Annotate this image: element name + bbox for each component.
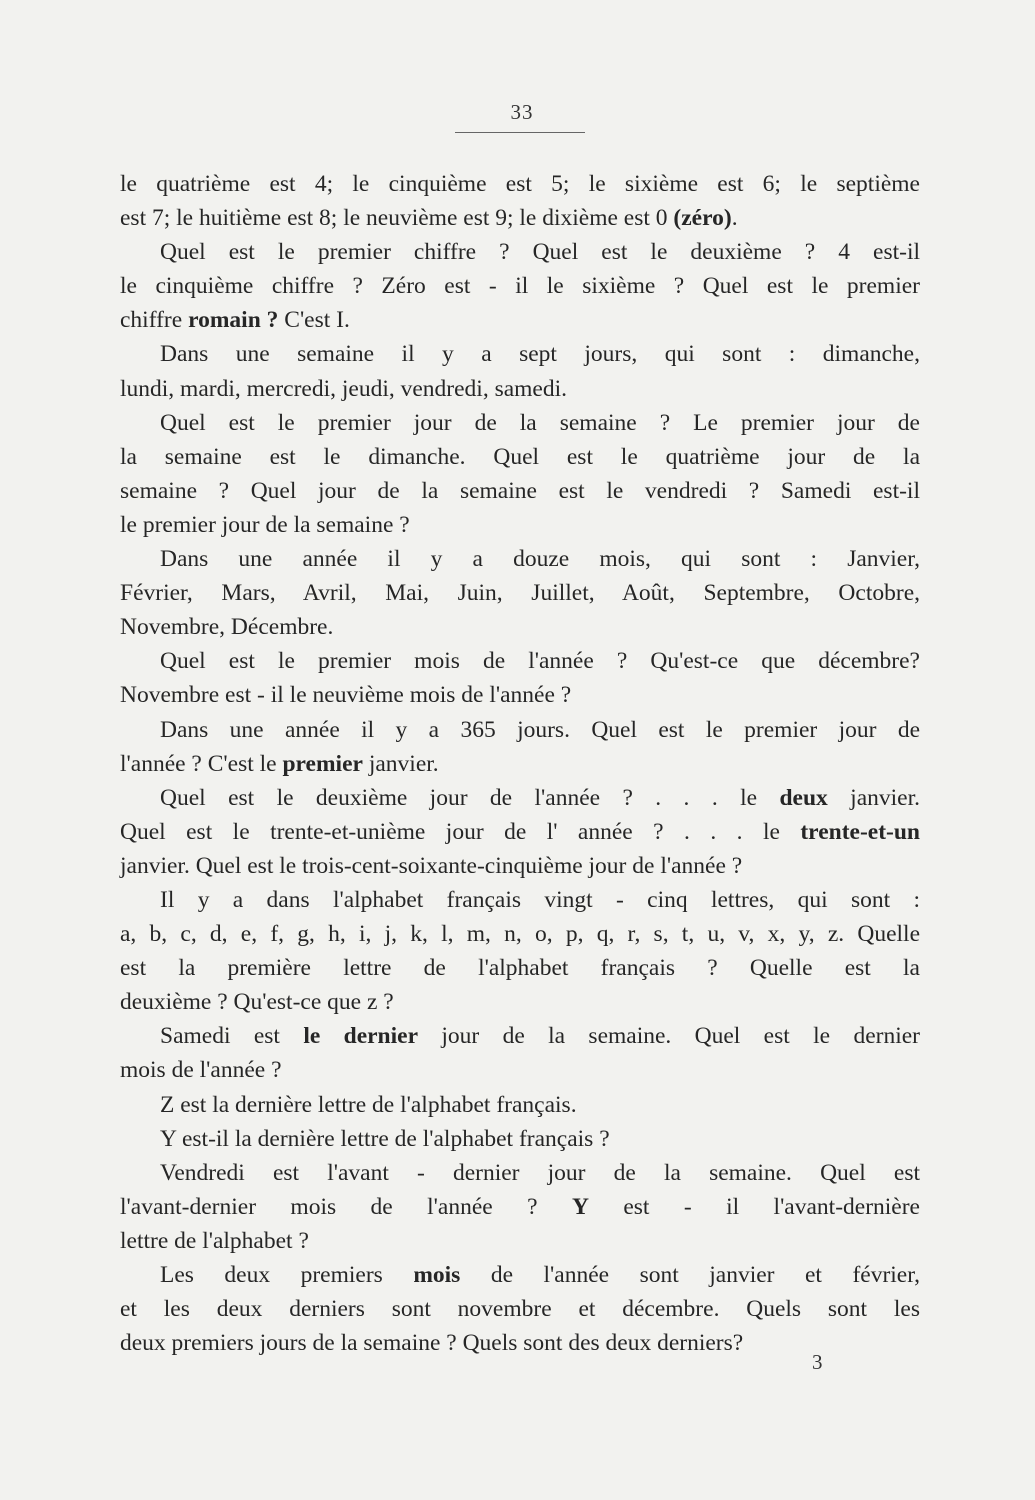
text-line: [120, 235, 920, 269]
text-line: [120, 474, 920, 508]
text-line: [120, 985, 920, 1019]
line-text-after: janvier.: [827, 784, 920, 811]
line-text: lettre de l'alphabet ?: [120, 1227, 309, 1254]
line-text: Novembre, Décembre.: [120, 614, 334, 641]
text-line: [120, 201, 920, 235]
line-text: est la première lettre de l'alphabet français ? Quelle est la: [120, 955, 920, 982]
line-text-after: de l'année sont janvier et février,: [460, 1262, 920, 1288]
line-text: semaine ? Quel jour de la semaine est le vendredi ? Samedi est-il: [120, 477, 920, 504]
text-line: [120, 167, 920, 201]
line-text: l'avant-dernier mois de l'année ?: [120, 1193, 572, 1220]
line-text: Quel est le premier jour de la semaine ? Le premier jour de: [160, 409, 920, 436]
text-line: [120, 1326, 920, 1360]
text-line: [120, 337, 920, 371]
line-text: deuxième ? Qu'est-ce que z ?: [120, 989, 394, 1016]
line-text: Quel est le premier mois de l'année ? Qu'est-ce que décembre?: [160, 648, 920, 675]
body-text: [120, 167, 920, 1360]
text-line: [120, 610, 920, 644]
emphasis-text: trente-et-un: [800, 818, 920, 845]
emphasis-text: premier: [282, 750, 363, 777]
text-line: [120, 1190, 920, 1224]
line-text: Vendredi est l'avant - dernier jour de la semaine. Quel est: [160, 1159, 920, 1186]
line-text: mois de l'année ?: [120, 1057, 282, 1084]
text-line: [120, 747, 920, 781]
line-text: lundi, mardi, mercredi, jeudi, vendredi, samedi.: [120, 375, 568, 402]
emphasis-text: romain ?: [188, 307, 279, 334]
text-line: [120, 883, 920, 917]
emphasis-text: mois: [413, 1262, 461, 1288]
line-text-after: est - il l'avant-dernière: [588, 1193, 920, 1220]
text-line: [120, 678, 920, 712]
text-line: [120, 951, 920, 985]
signature-mark: 3: [812, 1350, 823, 1374]
line-text-after: jour de la semaine. Quel est le dernier: [418, 1023, 920, 1050]
text-line: [120, 1292, 920, 1326]
text-line: [120, 1053, 920, 1087]
line-text: Samedi est: [160, 1023, 304, 1050]
emphasis-text: (zéro): [673, 205, 732, 232]
line-text: la semaine est le dimanche. Quel est le quatrième jour de la: [120, 443, 920, 470]
text-line: [120, 406, 920, 440]
line-text: Novembre est - il le neuvième mois de l'année ?: [120, 682, 572, 709]
line-text: Dans une semaine il y a sept jours, qui sont : dimanche,: [160, 341, 920, 368]
line-text-after: .: [731, 205, 738, 232]
text-line: [120, 917, 920, 951]
line-text: l'année ? C'est le: [120, 750, 283, 777]
line-text: chiffre: [120, 307, 189, 334]
text-line: [120, 542, 920, 576]
text-line: [120, 1019, 920, 1053]
text-line: [120, 1122, 920, 1156]
line-text: Y est-il la dernière lettre de l'alphabet français ?: [160, 1125, 610, 1152]
text-line: [120, 815, 920, 849]
line-text: Dans une année il y a 365 jours. Quel est le premier jour de: [160, 716, 920, 743]
text-line: [120, 644, 920, 678]
line-text: Quel est le trente-et-unième jour de l' année ? . . . le: [120, 818, 801, 845]
line-text: Il y a dans l'alphabet français vingt - cinq lettres, qui sont :: [160, 886, 920, 913]
line-text: le quatrième est 4; le cinquième est 5; le sixième est 6; le septième: [120, 171, 920, 197]
text-line: [120, 440, 920, 474]
text-line: [120, 372, 920, 406]
text-line: [120, 1224, 920, 1258]
text-line: [120, 1258, 920, 1292]
line-text: deux premiers jours de la semaine ? Quels sont des deux derniers?: [120, 1330, 744, 1357]
line-text-after: C'est I.: [278, 307, 350, 334]
line-text: est 7; le huitième est 8; le neuvième est 9; le dixième est 0: [120, 205, 674, 232]
line-text: Les deux premiers: [160, 1262, 414, 1288]
text-line: [120, 781, 920, 815]
emphasis-text: deux: [779, 784, 828, 811]
text-line: [120, 576, 920, 610]
page-number: 33: [510, 100, 534, 124]
page-number-rule: [455, 132, 585, 133]
text-line: [120, 508, 920, 542]
line-text: Février, Mars, Avril, Mai, Juin, Juillet, Août, Septembre, Octobre,: [120, 580, 920, 607]
line-text: le cinquième chiffre ? Zéro est - il le sixième ? Quel est le premier: [120, 273, 920, 300]
text-line: [120, 1088, 920, 1122]
text-line: [120, 269, 920, 303]
emphasis-text: Y: [571, 1193, 589, 1220]
line-text: Dans une année il y a douze mois, qui sont : Janvier,: [160, 546, 920, 573]
line-text: Quel est le deuxième jour de l'année ? . . . le: [160, 784, 780, 811]
line-text: a, b, c, d, e, f, g, h, i, j, k, l, m, n, o, p, q, r, s, t, u, v, x, y, z. Quelle: [120, 921, 920, 948]
line-text: le premier jour de la semaine ?: [120, 511, 410, 538]
text-line: [120, 1156, 920, 1190]
line-text: Z est la dernière lettre de l'alphabet français.: [160, 1091, 577, 1118]
line-text: Quel est le premier chiffre ? Quel est le deuxième ? 4 est-il: [160, 239, 920, 266]
text-line: [120, 303, 920, 337]
line-text-after: janvier.: [362, 750, 439, 777]
line-text: et les deux derniers sont novembre et décembre. Quels sont les: [120, 1296, 920, 1323]
line-text: janvier. Quel est le trois-cent-soixante-cinquième jour de l'année ?: [120, 852, 743, 879]
emphasis-text: le dernier: [303, 1023, 419, 1050]
text-line: [120, 849, 920, 883]
text-line: [120, 713, 920, 747]
